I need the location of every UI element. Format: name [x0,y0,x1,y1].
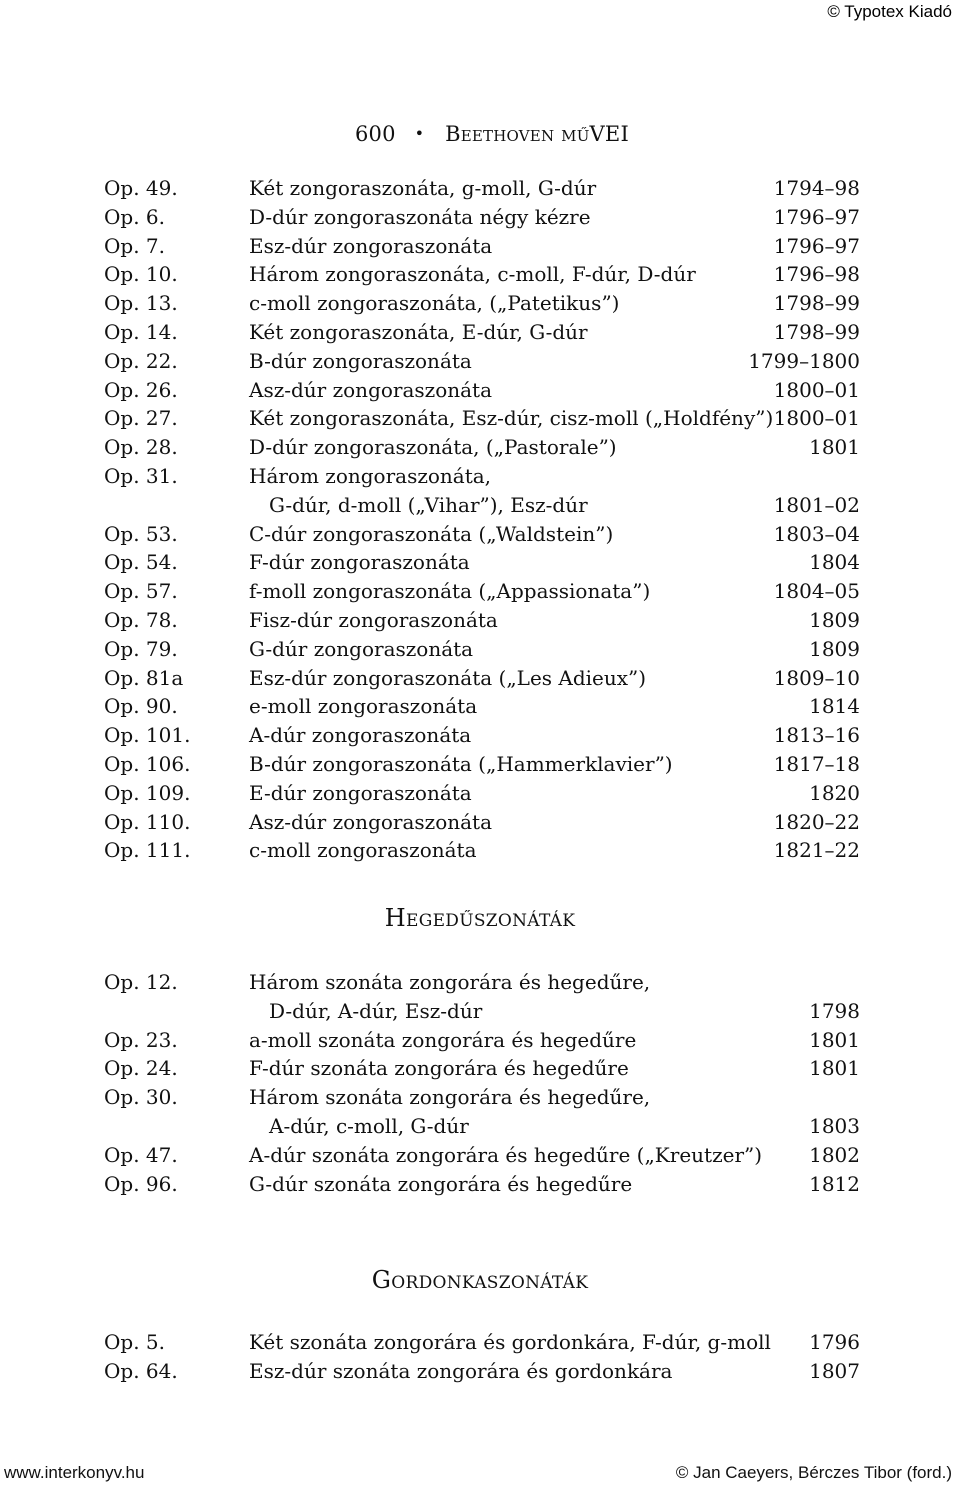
piano-sonatas-list [104,174,860,865]
composition-year: 1799–1800 [748,348,860,373]
composition-year: 1812 [809,1171,860,1196]
composition-year: 1804–05 [773,579,860,604]
footer-website: www.interkonyv.hu [4,1463,145,1482]
work-title: D-dúr zongoraszonáta, („Pastorale”) [249,435,617,460]
catalog-row [104,779,860,808]
work-title: f-moll zongoraszonáta („Appassionata”) [249,579,651,604]
composition-year: 1817–18 [773,751,860,776]
opus-number: Op. 26. [104,377,178,402]
work-title: Asz-dúr zongoraszonáta [249,809,492,834]
catalog-row [104,808,860,837]
catalog-row [104,1170,860,1199]
composition-year: 1801 [809,435,860,460]
footer-copyright: © Jan Caeyers, Bérczes Tibor (ford.) [675,1463,952,1482]
opus-number: Op. 23. [104,1027,178,1052]
work-title: B-dúr zongoraszonáta („Hammerklavier”) [249,751,673,776]
catalog-row [104,404,860,433]
catalog-row [104,1054,860,1083]
work-title: A-dúr szonáta zongorára és hegedűre („Kreutzer”) [249,1142,763,1167]
work-title: Fisz-dúr zongoraszonáta [249,607,498,632]
composition-year: 1820 [809,780,860,805]
catalog-row [104,347,860,376]
opus-number: Op. 22. [104,348,178,373]
work-title: Három zongoraszonáta, [249,463,492,488]
opus-number: Op. 5. [104,1330,165,1354]
catalog-row [104,1026,860,1055]
catalog-row [104,635,860,664]
opus-number: Op. 106. [104,751,191,776]
work-title: D-dúr zongoraszonáta négy kézre [249,204,591,229]
work-title: G-dúr, d-moll („Vihar”), Esz-dúr [269,492,588,517]
work-title: Két szonáta zongorára és gordonkára, F-dúr, g-moll [249,1330,771,1354]
catalog-row [104,968,860,997]
catalog-row [104,1083,860,1112]
page-number: 600 [355,122,396,146]
work-title: A-dúr, c-moll, G-dúr [269,1113,469,1138]
bullet-separator: • [414,124,425,143]
composition-year: 1807 [809,1358,860,1383]
opus-number: Op. 13. [104,291,178,316]
catalog-row [104,520,860,549]
composition-year: 1809–10 [773,665,860,690]
opus-number: Op. 90. [104,694,178,719]
work-title: Két zongoraszonáta, E-dúr, G-dúr [249,319,588,344]
composition-year: 1804 [809,550,860,575]
composition-year: 1796 [809,1330,860,1354]
composition-year: 1796–97 [773,233,860,258]
composition-year: 1794–98 [773,176,860,200]
composition-year: 1796–98 [773,262,860,287]
opus-number: Op. 30. [104,1085,178,1110]
composition-year: 1821–22 [773,838,860,863]
composition-year: 1813–16 [773,723,860,748]
opus-number: Op. 96. [104,1171,178,1196]
work-title: a-moll szonáta zongorára és hegedűre [249,1027,637,1052]
work-title: B-dúr zongoraszonáta [249,348,472,373]
catalog-row [104,203,860,232]
opus-number: Op. 24. [104,1056,178,1081]
composition-year: 1796–97 [773,204,860,229]
composition-year: 1803–04 [773,521,860,546]
catalog-row [104,577,860,606]
work-title: Esz-dúr zongoraszonáta [249,233,493,258]
work-title: e-moll zongoraszonáta [249,694,478,719]
catalog-row [104,836,860,865]
cello-sonatas-heading: Gordonkaszonáták [371,1266,589,1294]
catalog-row [104,721,860,750]
work-title: C-dúr zongoraszonáta („Waldstein”) [249,521,614,546]
opus-number: Op. 53. [104,521,178,546]
work-title: Három zongoraszonáta, c-moll, F-dúr, D-dúr [249,262,696,287]
work-title: Asz-dúr zongoraszonáta [249,377,492,402]
opus-number: Op. 110. [104,809,191,834]
composition-year: 1820–22 [773,809,860,834]
composition-year: 1800–01 [773,377,860,402]
catalog-row [104,260,860,289]
violin-sonatas-heading: Hegedűszonáták [384,904,576,932]
composition-year: 1798 [809,998,860,1023]
opus-number: Op. 81a [104,665,184,690]
work-title: c-moll zongoraszonáta, („Patetikus”) [249,291,620,316]
composition-year: 1803 [809,1113,860,1138]
catalog-row [104,692,860,721]
publisher-notice: © Typotex Kiadó [827,2,952,21]
opus-number: Op. 111. [104,838,191,863]
running-head [355,122,629,146]
catalog-row [104,1328,860,1357]
work-title: Két zongoraszonáta, Esz-dúr, cisz-moll („Holdfény”) [249,406,774,431]
work-title: G-dúr zongoraszonáta [249,636,474,661]
work-title: D-dúr, A-dúr, Esz-dúr [269,998,483,1023]
opus-number: Op. 79. [104,636,178,661]
composition-year: 1809 [809,607,860,632]
work-title: F-dúr szonáta zongorára és hegedűre [249,1056,629,1081]
catalog-row [104,318,860,347]
work-title: Esz-dúr zongoraszonáta („Les Adieux”) [249,665,647,690]
composition-year: 1800–01 [773,406,860,431]
catalog-row [104,606,860,635]
composition-year: 1798–99 [773,319,860,344]
opus-number: Op. 31. [104,463,178,488]
catalog-row [104,462,860,491]
opus-number: Op. 49. [104,176,178,200]
work-title: Esz-dúr szonáta zongorára és gordonkára [249,1358,673,1383]
catalog-row [104,174,860,203]
catalog-row [104,1357,860,1386]
composition-year: 1802 [809,1142,860,1167]
opus-number: Op. 47. [104,1142,178,1167]
composition-year: 1809 [809,636,860,661]
opus-number: Op. 28. [104,435,178,460]
catalog-row [104,750,860,779]
opus-number: Op. 27. [104,406,178,431]
work-title: c-moll zongoraszonáta [249,838,477,863]
catalog-row [104,491,860,520]
running-head-title: Beethoven műVEI [445,122,629,146]
catalog-row [104,232,860,261]
work-title: E-dúr zongoraszonáta [249,780,472,805]
composition-year: 1801 [809,1027,860,1052]
violin-sonatas-list [104,968,860,1198]
opus-number: Op. 78. [104,607,178,632]
catalog-row [104,664,860,693]
catalog-row [104,376,860,405]
opus-number: Op. 6. [104,204,165,229]
opus-number: Op. 14. [104,319,178,344]
composition-year: 1798–99 [773,291,860,316]
catalog-row [104,289,860,318]
work-title: Három szonáta zongorára és hegedűre, [249,970,651,994]
composition-year: 1801–02 [773,492,860,517]
catalog-row [104,1141,860,1170]
opus-number: Op. 54. [104,550,178,575]
work-title: A-dúr zongoraszonáta [249,723,472,748]
catalog-row [104,1112,860,1141]
cello-sonatas-list [104,1328,860,1386]
work-title: Három szonáta zongorára és hegedűre, [249,1085,651,1110]
opus-number: Op. 101. [104,723,191,748]
opus-number: Op. 12. [104,970,178,994]
work-title: Két zongoraszonáta, g-moll, G-dúr [249,176,597,200]
opus-number: Op. 57. [104,579,178,604]
work-title: F-dúr zongoraszonáta [249,550,470,575]
composition-year: 1814 [809,694,860,719]
work-title: G-dúr szonáta zongorára és hegedűre [249,1171,633,1196]
opus-number: Op. 10. [104,262,178,287]
catalog-row [104,433,860,462]
catalog-row [104,548,860,577]
opus-number: Op. 109. [104,780,191,805]
catalog-row [104,997,860,1026]
composition-year: 1801 [809,1056,860,1081]
opus-number: Op. 7. [104,233,165,258]
opus-number: Op. 64. [104,1358,178,1383]
